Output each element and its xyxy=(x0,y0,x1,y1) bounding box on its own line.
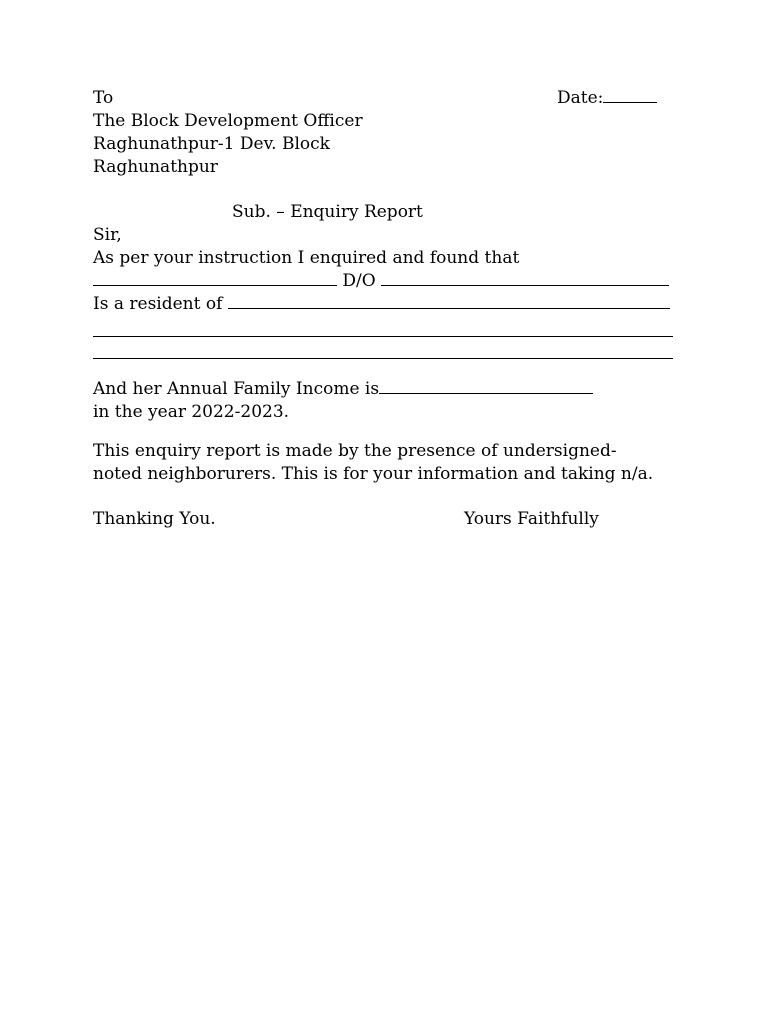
recipient-title: The Block Development Officer xyxy=(93,111,363,131)
date-field xyxy=(557,89,657,109)
resident-blank xyxy=(228,307,670,309)
income-label: And her Annual Family Income is xyxy=(93,379,380,399)
subject-line: Sub. – Enquiry Report xyxy=(232,202,423,222)
address-blank-1 xyxy=(93,335,673,337)
do-label: D/O xyxy=(342,271,376,291)
to-label: To xyxy=(93,88,114,108)
enquiry-line-2: noted neighborurers. This is for your information and taking n/a. xyxy=(93,464,654,484)
resident-label: Is a resident of xyxy=(93,294,223,314)
intro-line: As per your instruction I enquired and found that xyxy=(93,248,520,268)
parent-blank xyxy=(381,284,669,286)
date-blank xyxy=(603,101,657,103)
resident-line xyxy=(93,295,670,315)
name-blank xyxy=(93,284,337,286)
income-line xyxy=(93,380,593,400)
recipient-office: Raghunathpur-1 Dev. Block xyxy=(93,134,330,154)
name-do-line xyxy=(93,272,669,292)
address-blank-2 xyxy=(93,357,673,359)
year-line: in the year 2022-2023. xyxy=(93,402,290,422)
thanks-line: Thanking You. xyxy=(93,509,216,529)
income-blank xyxy=(379,392,593,394)
closing-line: Yours Faithfully xyxy=(464,509,599,529)
recipient-place: Raghunathpur xyxy=(93,157,218,177)
salutation: Sir, xyxy=(93,225,122,245)
enquiry-line-1: This enquiry report is made by the presence of undersigned- xyxy=(93,441,617,461)
date-label: Date: xyxy=(557,88,604,108)
